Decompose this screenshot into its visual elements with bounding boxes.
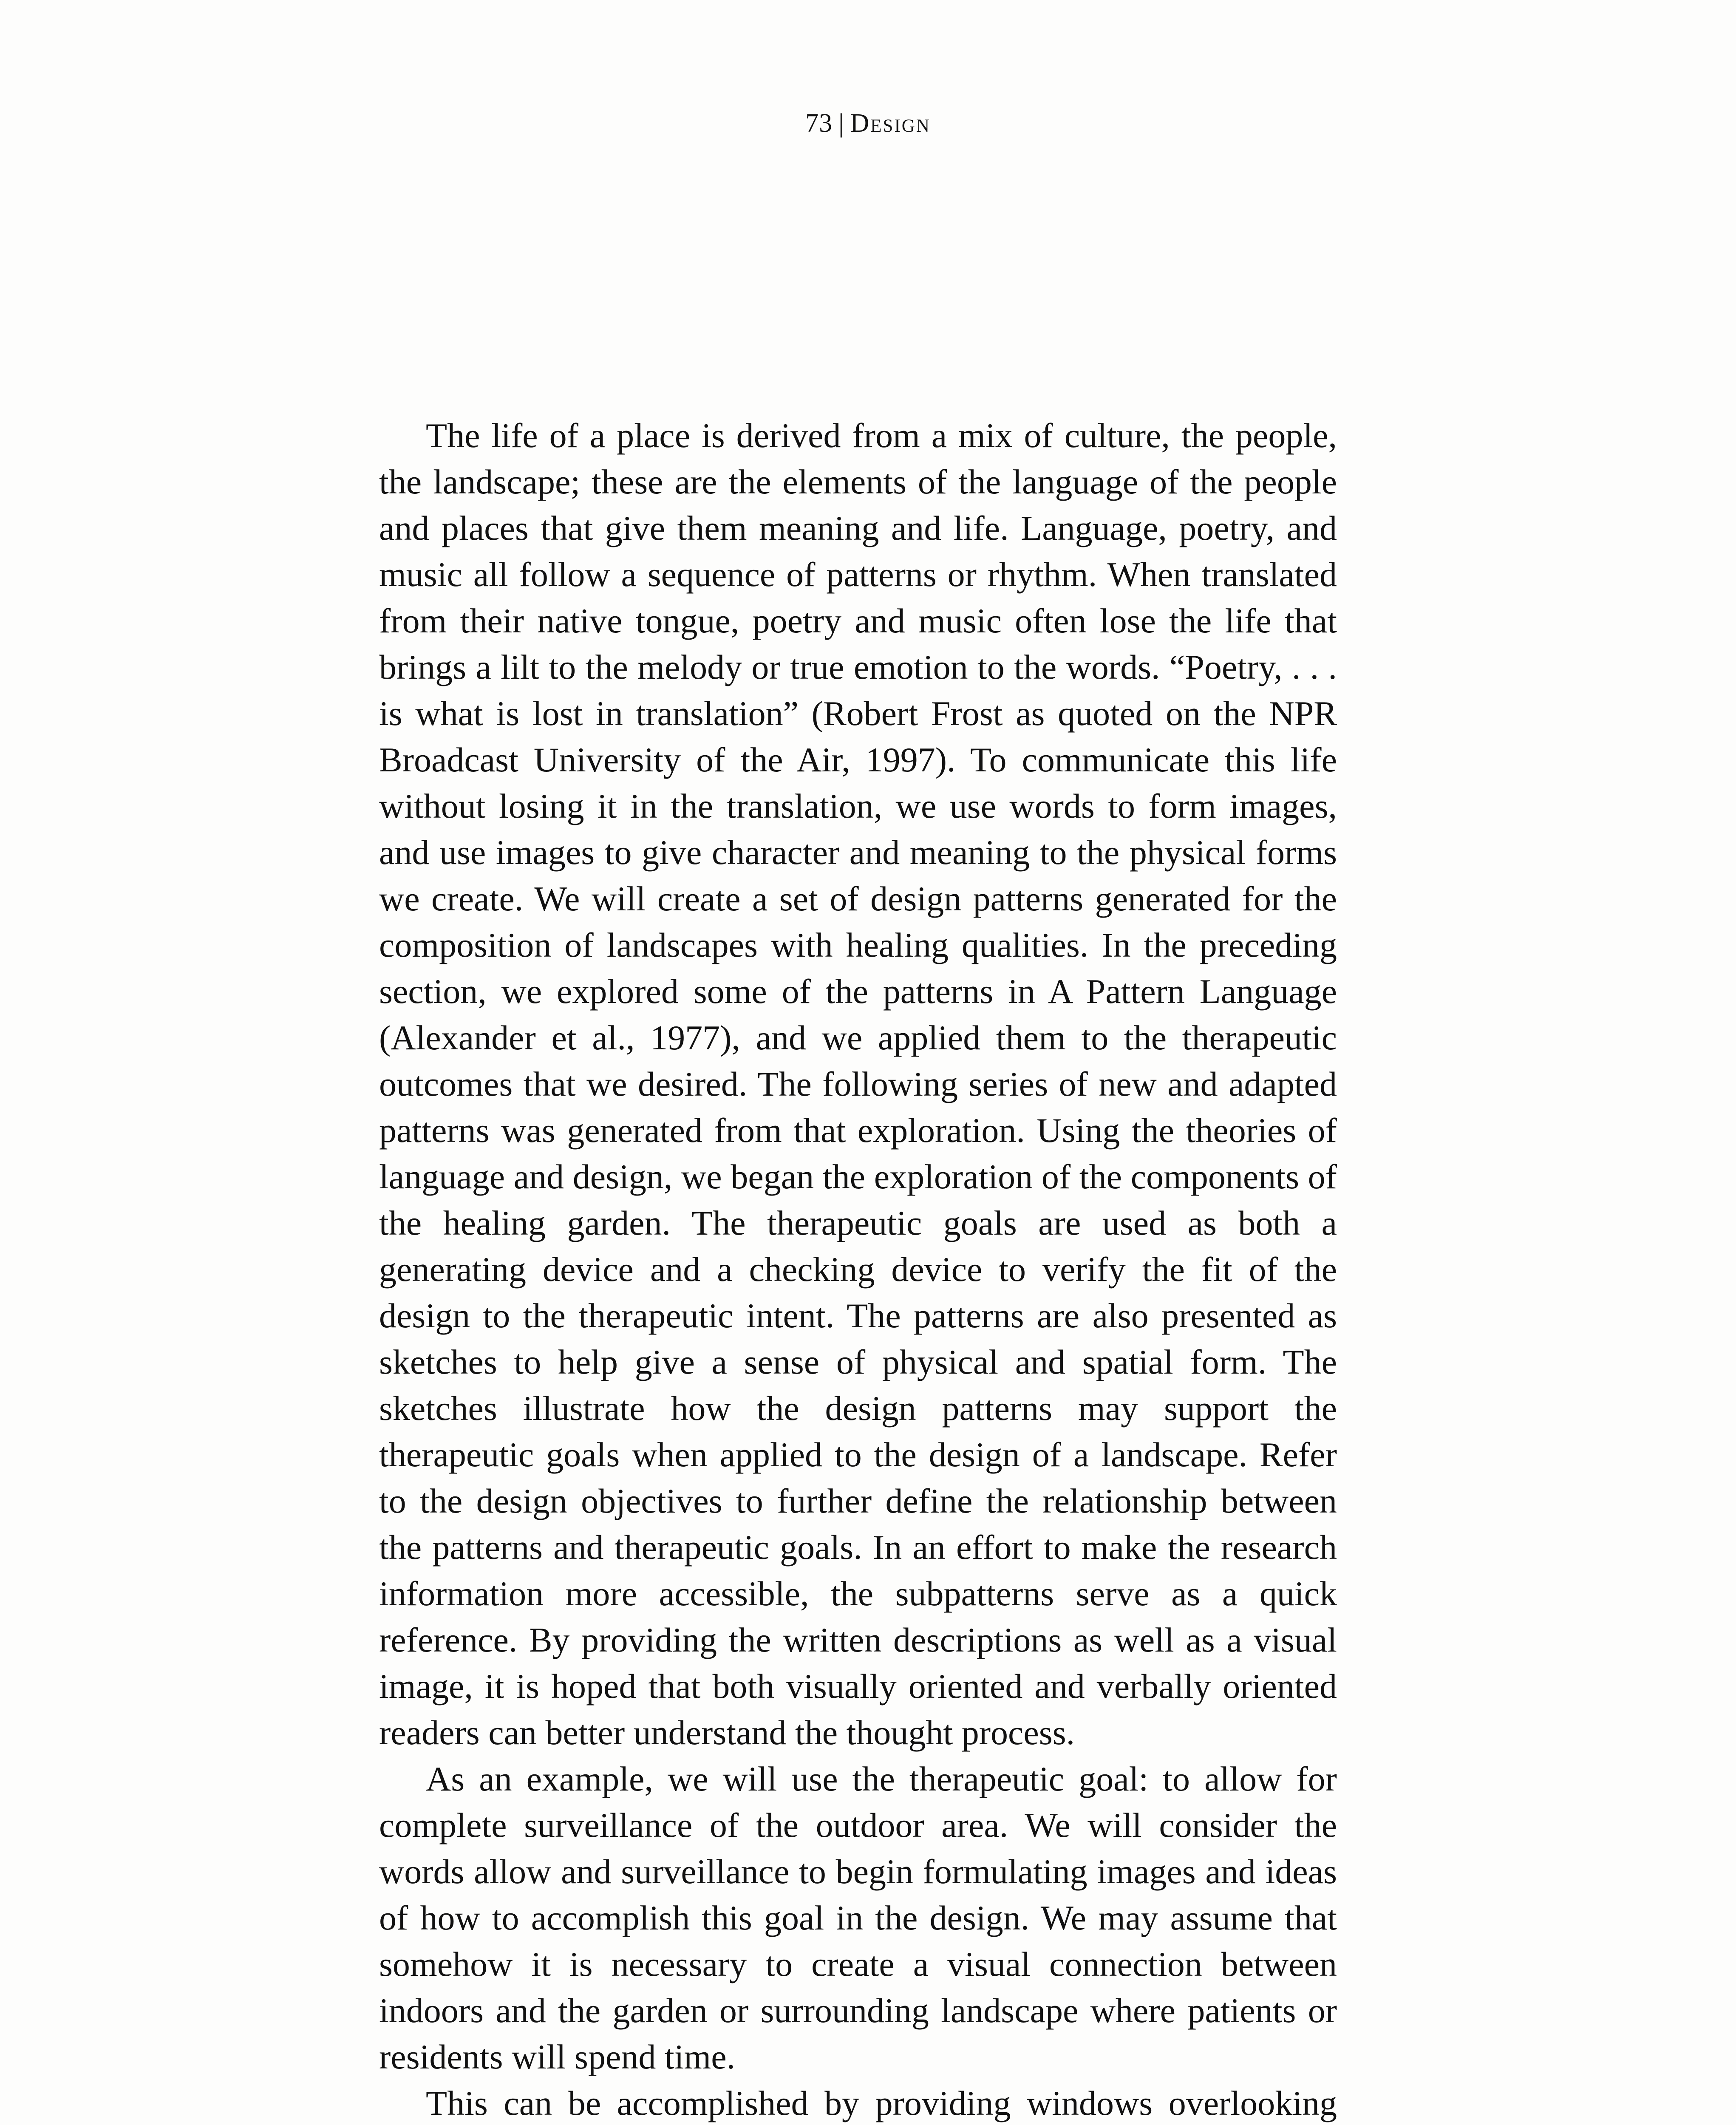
paragraph-3: This can be accomplished by providing windows overlooking [426, 2084, 1337, 2122]
running-head [0, 108, 1736, 139]
section-title: Design [850, 109, 931, 138]
paragraph-1: The life of a place is derived from a mix of culture, the people, the landscape; these are the elements of the language of the people and places that give them meaning and life. Language, poetry, and music all follow a sequence of patterns or rhythm. When translated from their native tongue, poetry and music often lose the life that brings a lilt to the melody or true emotion to the words. “Poetry, . . . is what is lost in translation” (Robert Frost as quoted on the NPR Broadcast University of the Air, 1997). To communicate this life without losing it in the translation, we use words to form images, and use images to give character and meaning to the physical forms we create. We will create a set of design patterns generated for the composition of landscapes with healing qualities. In the preceding section, we explored some of the patterns in A Pattern Language (Alexander et al., 1977), and we applied them to the therapeutic outcomes that we desired. The following series of new and adapted patterns was generated from that exploration. Using the theories of language and design, we began the exploration of the components of the healing garden. The therapeutic goals are used as both a generating device and a checking device to verify the fit of the design to the therapeutic intent. The patterns are also presented as sketches to help give a sense of physical and spatial form. The sketches illustrate how the design patterns may support the therapeutic goals when applied to the design of a landscape. Refer to the design objectives to further define the relationship between the patterns and therapeutic goals. In an effort to make the research information more accessible, the subpatterns serve as a quick reference. By providing the written descriptions as well as a visual image, it is hoped that both visually oriented and verbally oriented readers can better understand the thought process. [379, 416, 1337, 1752]
running-head-separator: | [838, 109, 844, 138]
body-text [379, 412, 1337, 2125]
page-number: 73 [805, 109, 833, 138]
paragraph-2: As an example, we will use the therapeutic goal: to allow for complete surveillance of the outdoor area. We will consider the words allow and surveillance to begin formulating images and ideas of how to accomplish this goal in the design. We may assume that somehow it is necessary to create a visual connection between indoors and the garden or surrounding landscape where patients or residents will spend time. [379, 1760, 1337, 2076]
